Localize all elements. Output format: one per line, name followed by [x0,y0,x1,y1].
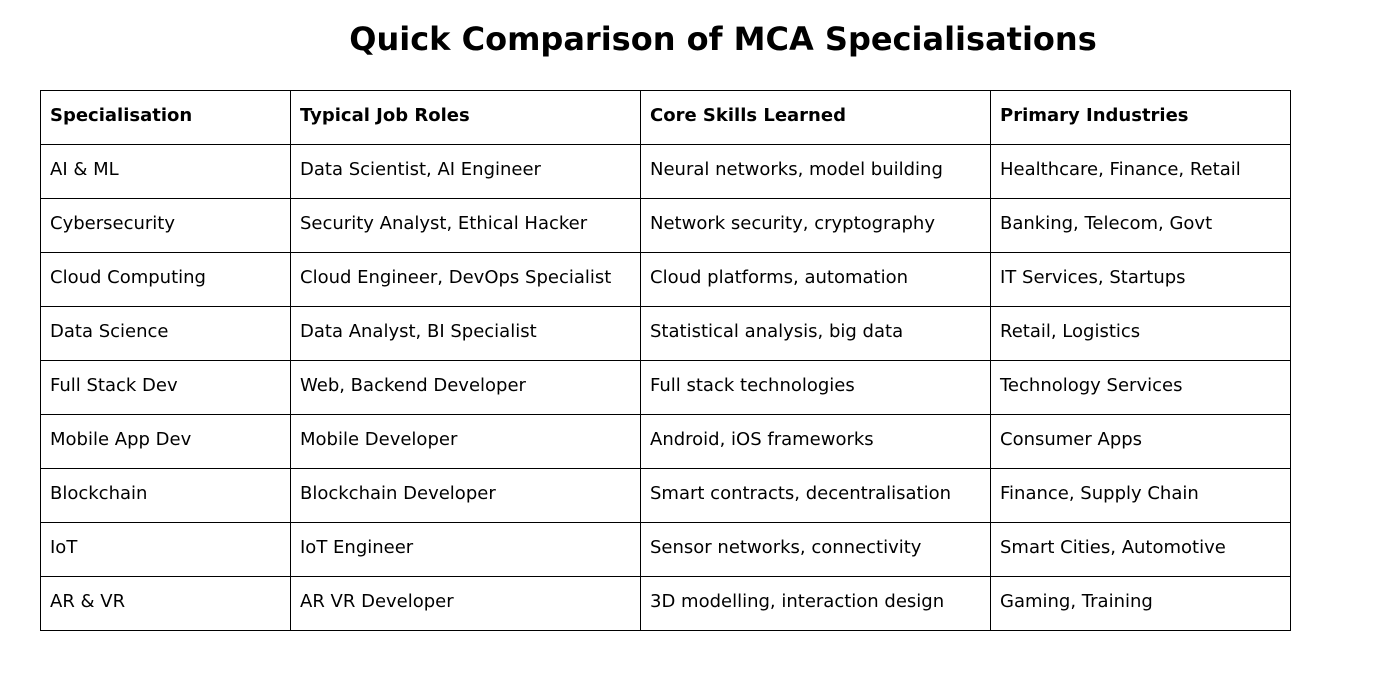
cell-specialisation: IoT [41,523,291,577]
cell-industries: Finance, Supply Chain [991,469,1291,523]
comparison-table-container [40,90,1291,631]
table-row [41,253,1291,307]
cell-specialisation: Data Science [41,307,291,361]
cell-job-roles: Blockchain Developer [291,469,641,523]
header-core-skills: Core Skills Learned [641,91,991,145]
cell-industries: IT Services, Startups [991,253,1291,307]
table-row [41,469,1291,523]
cell-job-roles: AR VR Developer [291,577,641,631]
cell-specialisation: Blockchain [41,469,291,523]
cell-industries: Technology Services [991,361,1291,415]
cell-job-roles: Data Scientist, AI Engineer [291,145,641,199]
cell-industries: Banking, Telecom, Govt [991,199,1291,253]
table-row [41,523,1291,577]
table-header-row [41,91,1291,145]
cell-job-roles: IoT Engineer [291,523,641,577]
cell-job-roles: Data Analyst, BI Specialist [291,307,641,361]
cell-industries: Smart Cities, Automotive [991,523,1291,577]
cell-industries: Retail, Logistics [991,307,1291,361]
cell-core-skills: Smart contracts, decentralisation [641,469,991,523]
cell-core-skills: Android, iOS frameworks [641,415,991,469]
page-title: Quick Comparison of MCA Specialisations [349,20,1097,58]
cell-core-skills: Cloud platforms, automation [641,253,991,307]
cell-core-skills: Sensor networks, connectivity [641,523,991,577]
table-row [41,577,1291,631]
header-job-roles: Typical Job Roles [291,91,641,145]
cell-specialisation: Cloud Computing [41,253,291,307]
table-row [41,361,1291,415]
cell-specialisation: AR & VR [41,577,291,631]
cell-specialisation: Full Stack Dev [41,361,291,415]
cell-core-skills: Full stack technologies [641,361,991,415]
header-industries: Primary Industries [991,91,1291,145]
comparison-table [40,90,1291,631]
cell-core-skills: Network security, cryptography [641,199,991,253]
cell-specialisation: Mobile App Dev [41,415,291,469]
cell-industries: Healthcare, Finance, Retail [991,145,1291,199]
cell-job-roles: Cloud Engineer, DevOps Specialist [291,253,641,307]
cell-specialisation: AI & ML [41,145,291,199]
cell-specialisation: Cybersecurity [41,199,291,253]
cell-industries: Gaming, Training [991,577,1291,631]
cell-core-skills: Neural networks, model building [641,145,991,199]
cell-industries: Consumer Apps [991,415,1291,469]
table-row [41,145,1291,199]
header-specialisation: Specialisation [41,91,291,145]
cell-core-skills: Statistical analysis, big data [641,307,991,361]
table-row [41,415,1291,469]
table-row [41,199,1291,253]
table-row [41,307,1291,361]
cell-job-roles: Mobile Developer [291,415,641,469]
cell-core-skills: 3D modelling, interaction design [641,577,991,631]
cell-job-roles: Security Analyst, Ethical Hacker [291,199,641,253]
cell-job-roles: Web, Backend Developer [291,361,641,415]
